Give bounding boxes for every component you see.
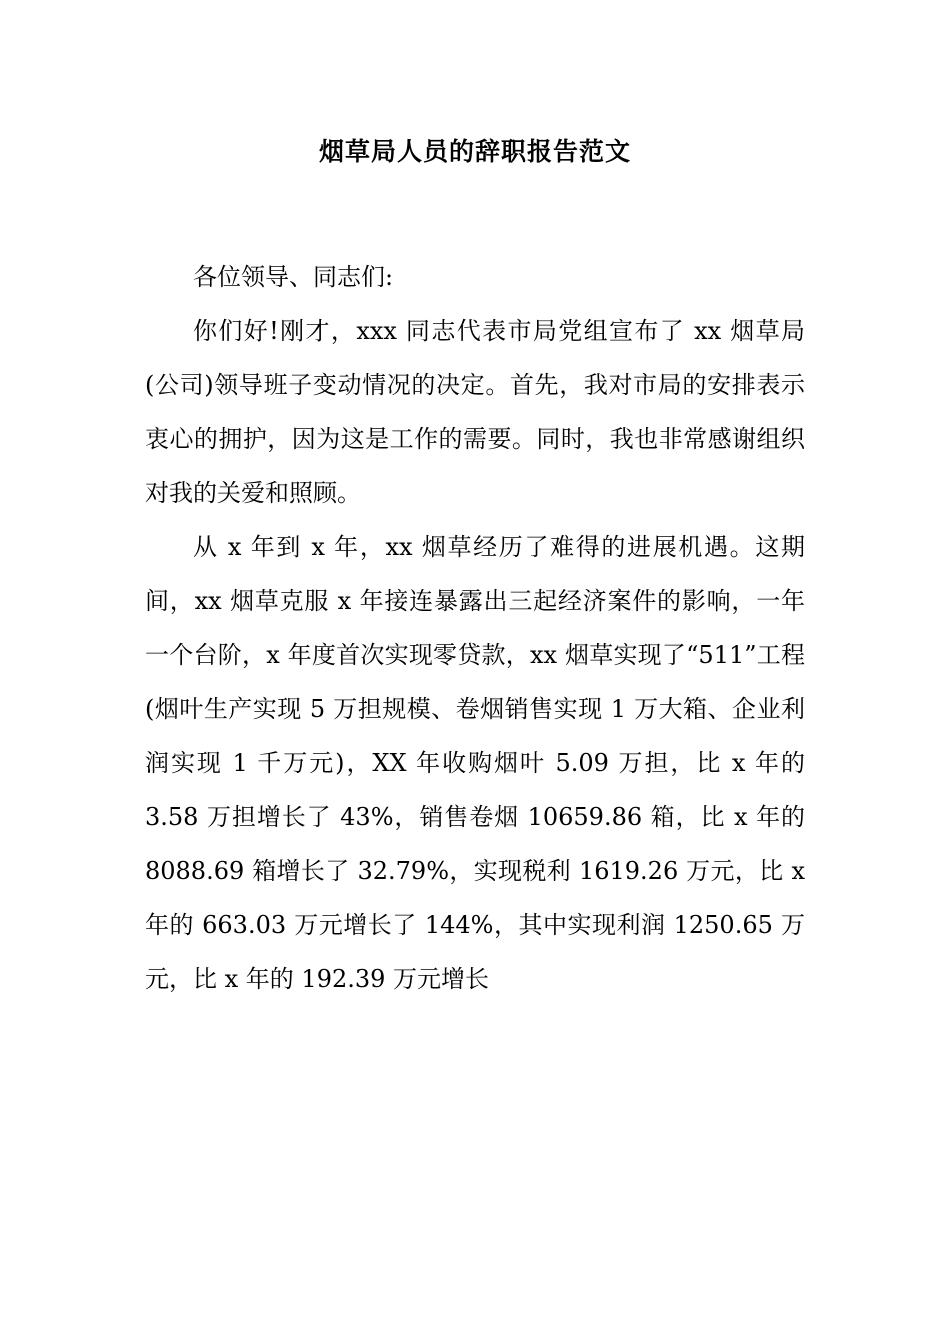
paragraph-greeting: 你们好!刚才，xxx 同志代表市局党组宣布了 xx 烟草局(公司)领导班子变动情况的决定。首先，我对市局的安排表示衷心的拥护，因为这是工作的需要。同时，我也非常感谢组织对我的关爱和照顾。 [145, 317, 805, 507]
document-body [145, 250, 805, 1006]
document-title: 烟草局人员的辞职报告范文 [318, 137, 631, 166]
salutation: 各位领导、同志们: [193, 263, 394, 291]
paragraph-achievements: 从 x 年到 x 年，xx 烟草经历了难得的进展机遇。这期间，xx 烟草克服 x 年接连暴露出三起经济案件的影响，一年一个台阶，x 年度首次实现零贷款，xx 烟草实现了“511”工程(烟叶生产实现 5 万担规模、卷烟销售实现 1 万大箱、企业利润实现 1 千万元)，XX 年收购烟叶 5.09 万担，比 x 年的 3.58 万担增长了 43%，销售卷烟 10659.86 箱，比 x 年的 8088.69 箱增长了 32.79%，实现税利 1619.26 万元，比 x 年的 663.03 万元增长了 144%，其中实现利润 1250.65 万元，比 x 年的 192.39 万元增长 [145, 533, 805, 993]
